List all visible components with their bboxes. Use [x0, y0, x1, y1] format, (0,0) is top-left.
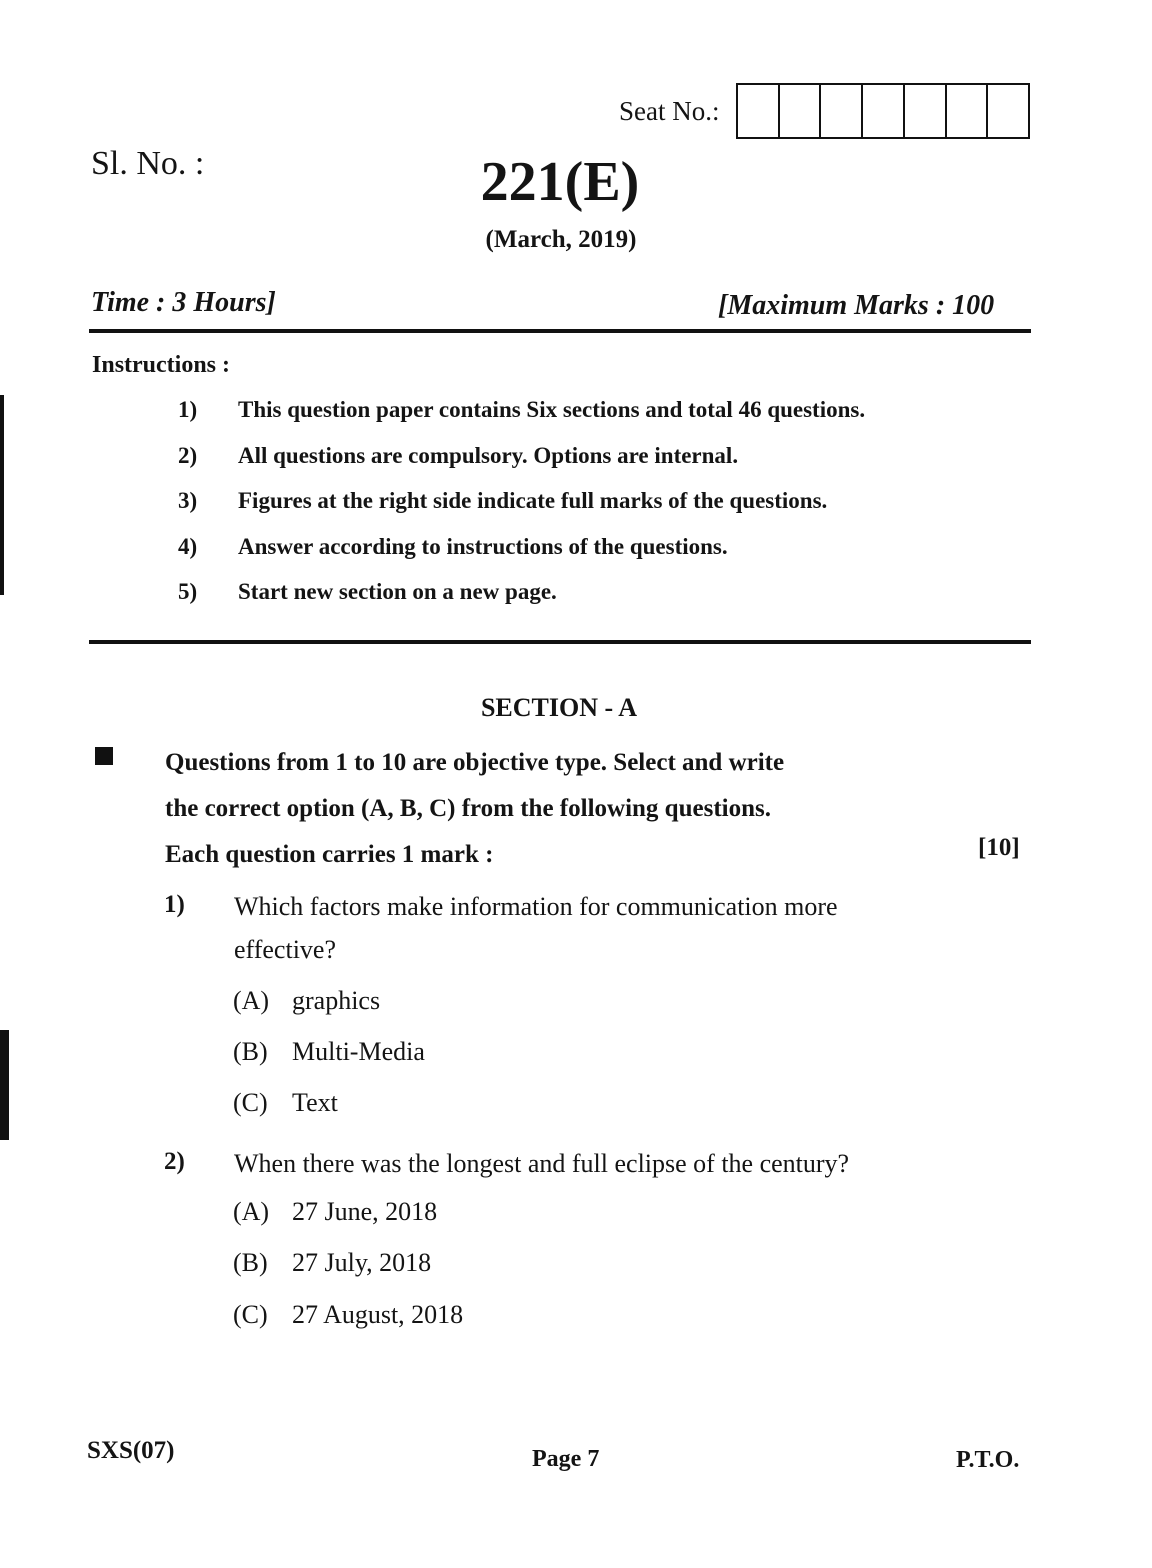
option-text: graphics — [292, 986, 381, 1015]
question-option — [233, 1300, 463, 1330]
instruction-text: All questions are compulsory. Options are internal. — [238, 442, 739, 468]
seat-number-boxes[interactable] — [736, 83, 1030, 139]
seat-digit-box[interactable] — [947, 85, 989, 137]
seat-digit-box[interactable] — [988, 85, 1028, 137]
instruction-number: 3) — [178, 488, 198, 513]
option-letter: (A) — [233, 1197, 270, 1226]
square-bullet-icon — [95, 747, 113, 765]
instruction-item — [178, 488, 865, 534]
section-instruction-line: Questions from 1 to 10 are objective type. Select and write — [165, 749, 785, 776]
option-letter: (B) — [233, 1248, 268, 1277]
seat-digit-box[interactable] — [905, 85, 947, 137]
scan-edge-mark — [0, 1030, 9, 1140]
instruction-text: Figures at the right side indicate full marks of the questions. — [238, 488, 828, 513]
exam-time: Time : 3 Hours] — [91, 287, 276, 318]
instruction-item — [178, 443, 865, 489]
question-option — [233, 1088, 338, 1118]
option-letter: (A) — [233, 986, 270, 1015]
seat-digit-box[interactable] — [863, 85, 905, 137]
instruction-number: 2) — [178, 442, 198, 468]
instruction-item — [178, 579, 865, 625]
seat-number-label: Seat No.: — [619, 96, 720, 126]
footer-code: SXS(07) — [87, 1437, 175, 1464]
instructions-list — [178, 397, 865, 625]
instructions-title: Instructions : — [92, 352, 231, 378]
page-number: Page 7 — [532, 1446, 600, 1472]
instruction-item — [178, 534, 865, 580]
question-text: When there was the longest and full eclipse of the century? — [234, 1149, 850, 1178]
question-text: Which factors make information for communication more effective? — [234, 892, 838, 964]
option-letter: (C) — [233, 1300, 268, 1329]
seat-digit-box[interactable] — [821, 85, 863, 137]
option-text: Text — [292, 1088, 338, 1117]
instruction-text: Answer according to instructions of the questions. — [238, 533, 728, 559]
seat-digit-box[interactable] — [738, 85, 780, 137]
question-option — [233, 1197, 437, 1227]
exam-date: (March, 2019) — [485, 226, 637, 253]
header-divider — [89, 329, 1031, 333]
instruction-number: 1) — [178, 397, 198, 422]
question-option — [233, 1037, 425, 1067]
section-instruction-line: Each question carries 1 mark : — [165, 841, 494, 868]
instruction-number: 5) — [178, 579, 198, 604]
section-a-instructions — [165, 740, 925, 878]
section-a-marks: [10] — [978, 834, 1020, 861]
option-letter: (B) — [233, 1037, 268, 1066]
instructions-divider — [89, 640, 1031, 644]
instruction-item — [178, 397, 865, 443]
question-option — [233, 1248, 431, 1278]
please-turn-over: P.T.O. — [956, 1447, 1020, 1473]
section-instruction-line: the correct option (A, B, C) from the following questions. — [165, 795, 771, 822]
question-option — [233, 986, 380, 1016]
instruction-text: This question paper contains Six sections and total 46 questions. — [238, 397, 866, 422]
paper-code: 221(E) — [480, 151, 640, 213]
option-text: Multi-Media — [292, 1037, 425, 1066]
question-number: 1) — [164, 891, 185, 918]
maximum-marks: [Maximum Marks : 100 — [718, 290, 995, 321]
option-letter: (C) — [233, 1088, 268, 1117]
option-text: 27 June, 2018 — [292, 1197, 438, 1226]
question-number: 2) — [164, 1148, 185, 1175]
option-text: 27 July, 2018 — [292, 1248, 432, 1277]
seat-digit-box[interactable] — [780, 85, 822, 137]
scan-edge-mark — [0, 395, 4, 595]
option-text: 27 August, 2018 — [292, 1300, 464, 1329]
instruction-text: Start new section on a new page. — [238, 579, 557, 604]
instruction-number: 4) — [178, 533, 198, 559]
section-a-title: SECTION - A — [480, 693, 638, 722]
serial-number-label: Sl. No. : — [91, 145, 205, 182]
